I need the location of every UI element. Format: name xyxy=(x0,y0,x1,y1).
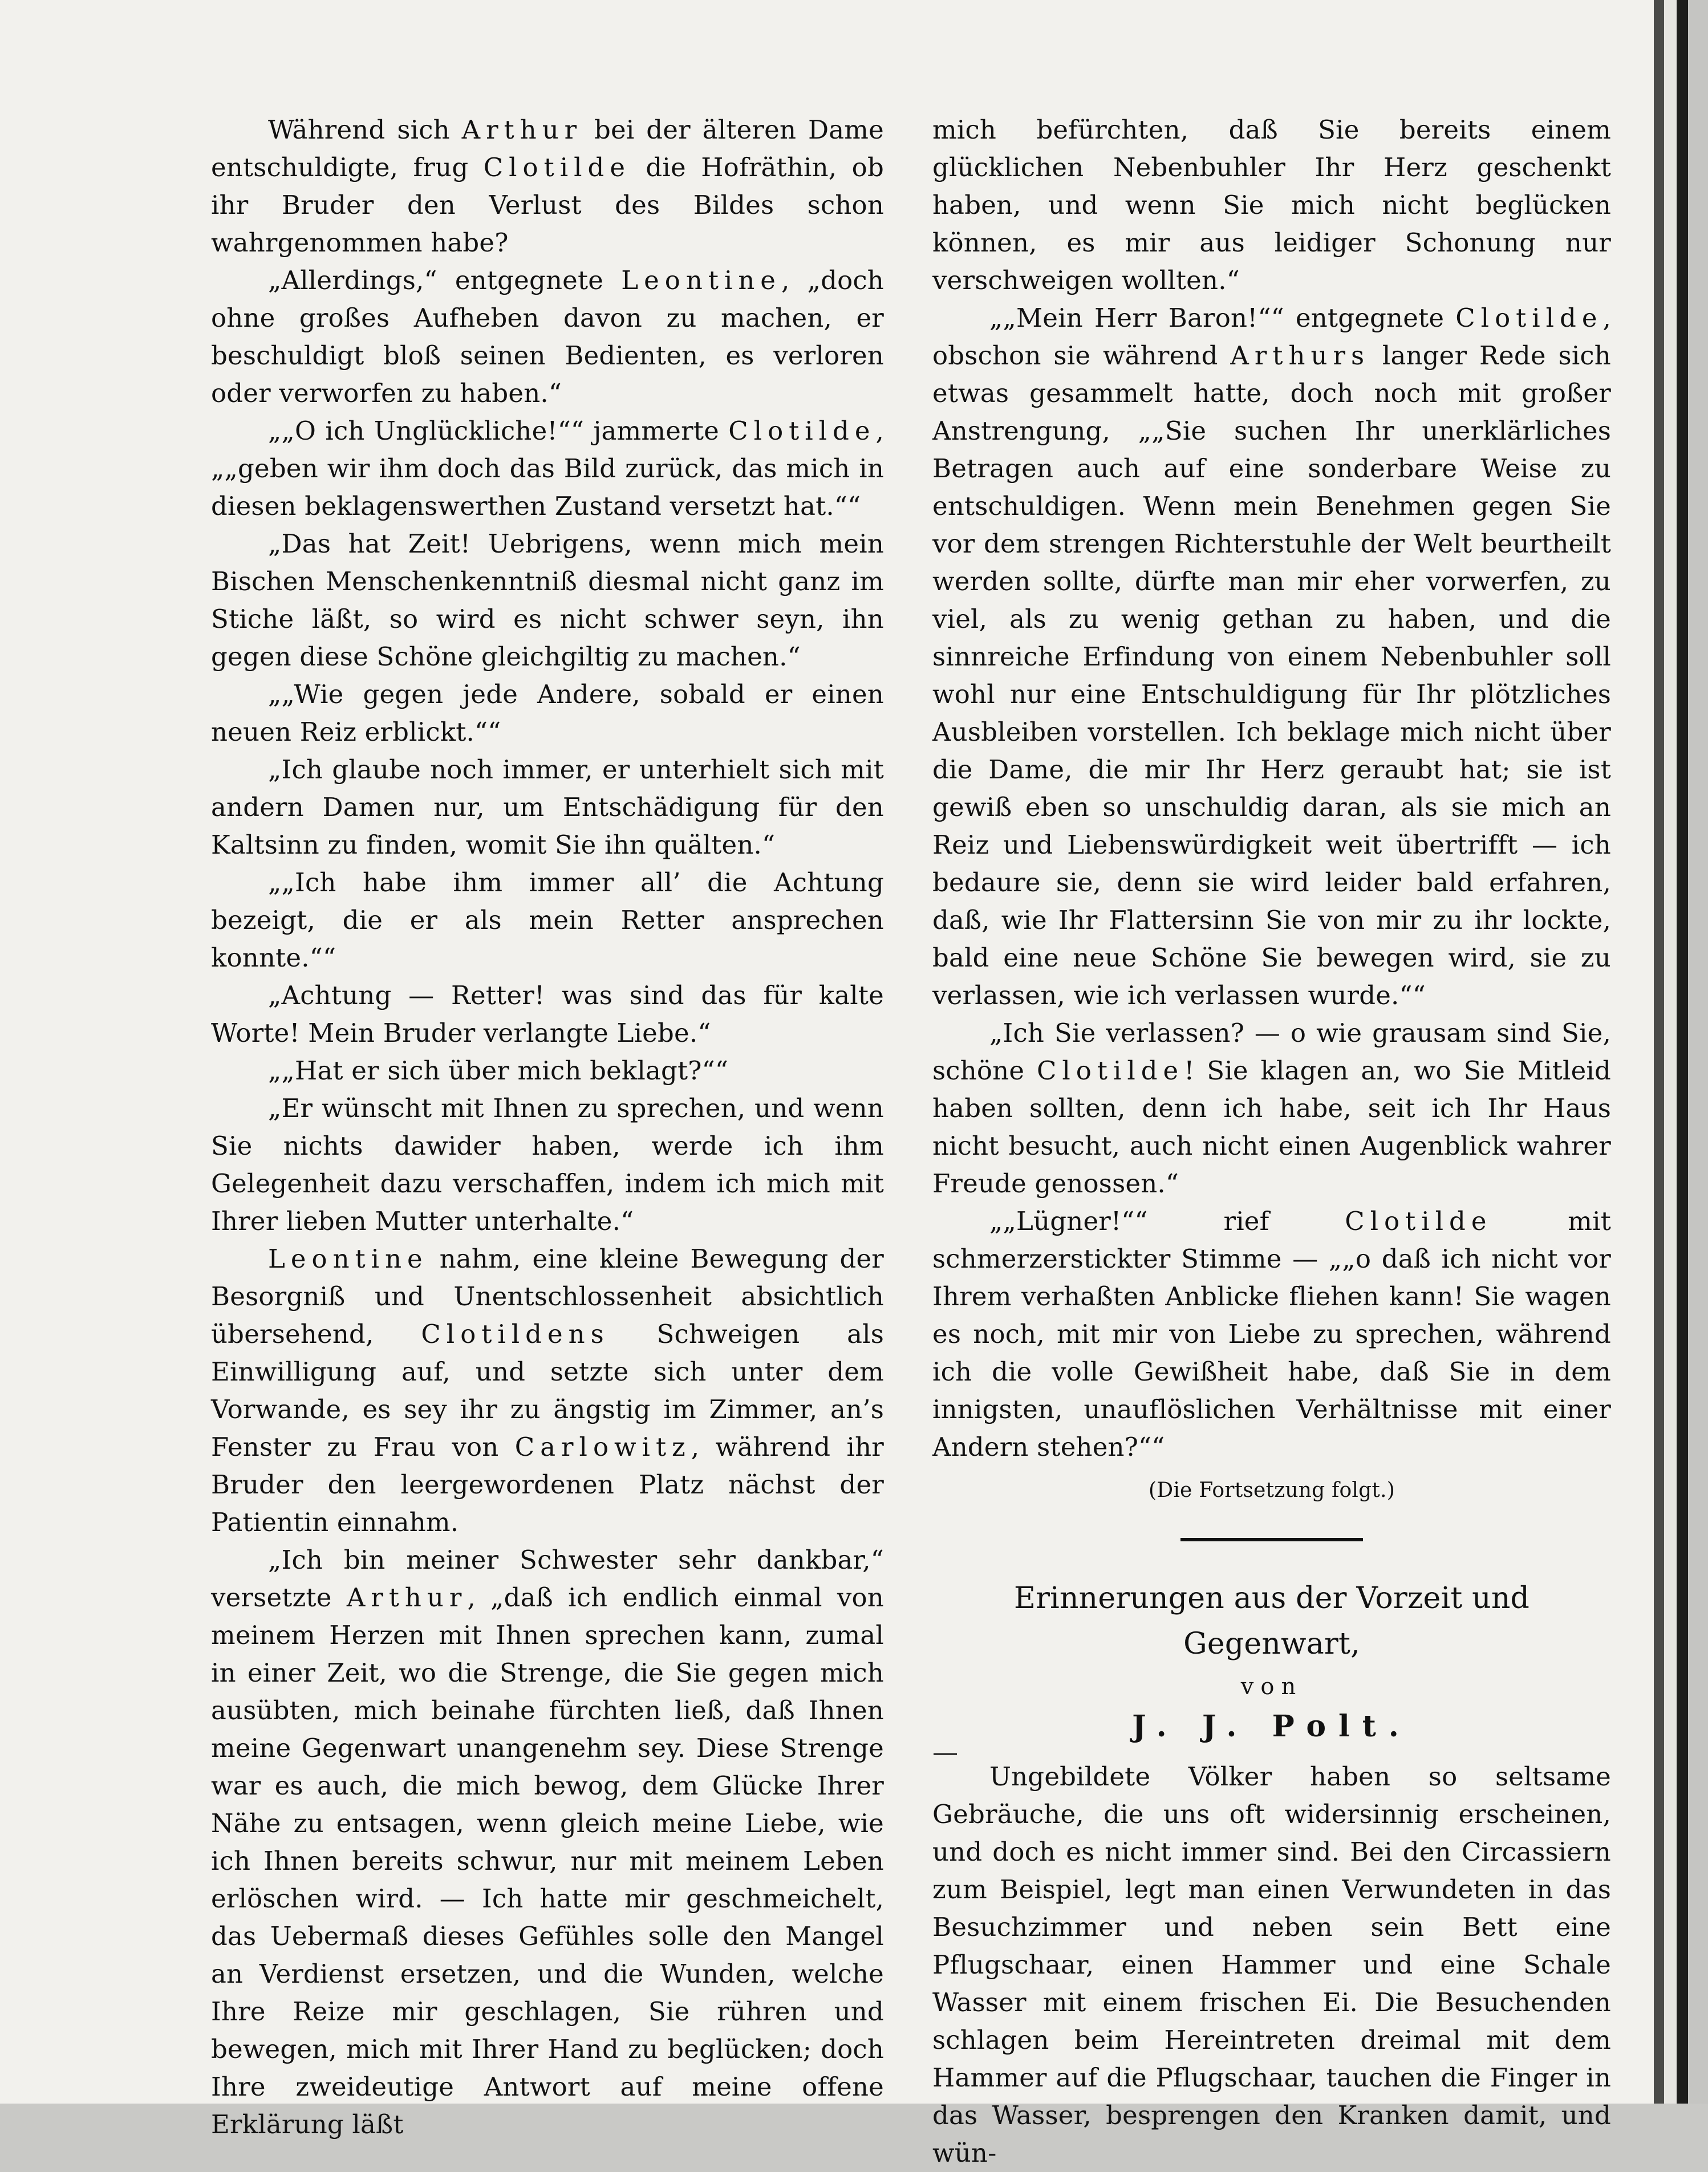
text-run: , „doch ohne großes Aufheben davon zu machen, er beschuldigt bloß seinen Bedienten, es verloren oder verworfen zu haben.“ xyxy=(211,265,884,408)
text-run: „Das hat Zeit! Uebrigens, wenn mich mein Bischen Menschenkenntniß diesmal nicht ganz im Stiche läßt, so wird es nicht schwer seyn, ihn gegen diese Schöne gleichgiltig zu machen.“ xyxy=(211,529,884,672)
paragraph xyxy=(211,412,884,525)
continuation-note: (Die Fortsetzung folgt.) xyxy=(1149,1479,1395,1502)
text-run: „Ich Sie verlassen? — o wie grausam sind Sie, schöne xyxy=(932,1018,1611,1086)
text-run: die Hofräthin, ob ihr Bruder den Verlust des Bildes schon wahrgenommen habe? xyxy=(211,152,884,258)
text-run: bei der älteren Dame entschuldigte, frug xyxy=(211,115,884,182)
spaced-name: Leontine xyxy=(268,1244,428,1274)
paragraph xyxy=(932,1014,1611,1203)
byline-von: von xyxy=(1240,1674,1303,1700)
spaced-name: Clotilde xyxy=(728,416,876,446)
spaced-name: Arthur xyxy=(461,115,583,145)
text-run: ! Sie klagen an, wo Sie Mitleid haben sollten, denn ich habe, seit ich Ihr Haus nicht besucht, auch nicht einen Augenblick wahrer Freude genossen.“ xyxy=(932,1055,1611,1199)
text-run: „„Mein Herr Baron!““ entgegnete xyxy=(989,303,1456,333)
article-author: J. J. Polt. xyxy=(1132,1709,1411,1744)
paragraph xyxy=(211,676,884,751)
paragraph xyxy=(211,864,884,977)
spaced-name: Carlowitz xyxy=(514,1432,691,1462)
article-body xyxy=(932,1758,1611,2172)
paragraph xyxy=(932,111,1611,299)
right-column xyxy=(932,111,1611,2172)
paragraph xyxy=(211,262,884,412)
text-run: Ungebildete Völker haben so seltsame Gebräuche, die uns oft widersinnig erscheinen, und doch es nicht immer sind. Bei den Circassiern zum Beispiel, legt man einen Verwundeten in das Besuchzimmer und neben sein Bett eine Pflugschaar, einen Hammer und eine Schale Wasser mit einem frischen Ei. Die Besuchenden schlagen beim Hereintreten dreimal mit dem Hammer auf die Pflugschaar, tauchen die Finger in das Wasser, besprengen den Kranken damit, und wün- xyxy=(932,1761,1611,2168)
paragraph xyxy=(211,525,884,676)
text-run: „„Wie gegen jede Andere, sobald er einen neuen Reiz erblickt.““ xyxy=(211,679,884,747)
spaced-name: Clotildens xyxy=(421,1319,610,1349)
text-run: , obschon sie während xyxy=(932,303,1611,371)
paragraph xyxy=(932,299,1611,1014)
spaced-name: Clotilde xyxy=(1036,1055,1184,1086)
text-run: nahm, eine kleine Bewegung der Besorgniß und Unentschlossenheit absichtlich übersehend, xyxy=(211,1244,884,1349)
paragraph xyxy=(932,1758,1611,2172)
text-run: Während sich xyxy=(268,115,462,145)
paragraph xyxy=(211,1090,884,1240)
spaced-name: Clotilde xyxy=(1455,303,1603,333)
spaced-name: Clotilde xyxy=(483,152,631,182)
spaced-name: Leontine xyxy=(621,265,781,295)
text-run: „Er wünscht mit Ihnen zu sprechen, und wenn Sie nichts dawider haben, werde ich ihm Gelegenheit dazu verschaffen, indem ich mich mit Ihrer lieben Mutter unterhalte.“ xyxy=(211,1093,884,1236)
text-run: „Allerdings,“ entgegnete xyxy=(268,265,622,295)
text-run: „„Hat er sich über mich beklagt?““ xyxy=(268,1055,729,1086)
text-run: , „daß ich endlich einmal von meinem Herzen mit Ihnen sprechen kann, zumal in einer Zeit, wo die Strenge, die Sie gegen mich ausübten, mich beinahe fürchten ließ, daß Ihnen meine Gegenwart unangenehm sey. Diese Strenge war es auch, die mich bewog, dem Glücke Ihrer Nähe zu entsagen, wenn gleich meine Liebe, wie ich Ihnen bereits schwur, nur mit meinem Leben erlöschen wird. — Ich hatte mir geschmeichelt, das Uebermaß dieses Gefühles solle den Mangel an Verdienst ersetzen, und die Wunden, welche Ihre Reize mir geschlagen, Sie rühren und bewegen, mich mit Ihrer Hand zu beglücken; doch Ihre zweideutige Antwort auf meine offene Erklärung läßt xyxy=(211,1582,884,2139)
paragraph xyxy=(211,751,884,864)
text-run: „„O ich Unglückliche!““ jammerte xyxy=(268,416,729,446)
paragraph xyxy=(211,1052,884,1090)
text-run: „Ich bin meiner Schwester sehr dankbar,“ versetzte xyxy=(211,1545,884,1613)
text-run: , während ihr Bruder den leergewordenen Platz nächst der Patientin einnahm. xyxy=(211,1432,884,1537)
spaced-name: Clotilde xyxy=(1345,1206,1492,1236)
spaced-name: Arthur xyxy=(346,1582,468,1613)
text-run: , „„geben wir ihm doch das Bild zurück, das mich in diesen beklagenswerthen Zustand versetzt hat.““ xyxy=(211,416,884,521)
paragraph xyxy=(211,1541,884,2143)
paragraph xyxy=(211,977,884,1052)
paragraph xyxy=(211,1240,884,1541)
spaced-name: Arthurs xyxy=(1230,340,1370,371)
right-column-story xyxy=(932,111,1611,1466)
text-run: „„Lügner!““ rief xyxy=(989,1206,1345,1236)
text-run: mich befürchten, daß Sie bereits einem glücklichen Nebenbuhler Ihr Herz geschenkt haben, und wenn Sie mich nicht beglücken können, es mir aus leidiger Schonung nur verschweigen wollten.“ xyxy=(932,115,1611,295)
text-run: „Achtung — Retter! was sind das für kalte Worte! Mein Bruder verlangte Liebe.“ xyxy=(211,980,884,1048)
text-run: Schweigen als Einwilligung auf, und setzte sich unter dem Vorwande, es sey ihr zu ängstig im Zimmer, an’s Fenster zu Frau von xyxy=(211,1319,884,1462)
text-run: langer Rede sich etwas gesammelt hatte, doch noch mit großer Anstrengung, „„Sie suchen Ihr unerklärliches Betragen auch auf eine sonderbare Weise zu entschuldigen. Wenn mein Benehmen gegen Sie vor dem strengen Richterstuhle der Welt beurtheilt werden sollte, dürfte man mir eher vorwerfen, zu viel, als zu wenig gethan zu haben, und die sinnreiche Erfindung von einem Nebenbuhler soll wohl nur eine Entschuldigung für Ihr plötzliches Ausbleiben vorstellen. Ich beklage mich nicht über die Dame, die mir Ihr Herz geraubt hat; sie ist gewiß eben so unschuldig daran, als sie mich an Reiz und Liebenswürdigkeit weit übertrifft — ich bedaure sie, denn sie wird leider bald erfahren, daß, wie Ihr Flattersinn Sie von mir zu ihr lockte, bald eine neue Schöne Sie bewegen wird, sie zu verlassen, wie ich verlassen wurde.““ xyxy=(932,340,1611,1010)
article-title: Erinnerungen aus der Vorzeit und Gegenwart, xyxy=(1013,1581,1530,1661)
text-run: „Ich glaube noch immer, er unterhielt sich mit andern Damen nur, um Entschädigung für den Kaltsinn zu finden, womit Sie ihn quälten.“ xyxy=(211,754,884,860)
paragraph xyxy=(211,111,884,262)
section-divider xyxy=(1180,1538,1363,1541)
paragraph xyxy=(932,1203,1611,1466)
left-column xyxy=(211,111,884,2143)
article-dash: — xyxy=(932,1737,959,1767)
text-run: mit schmerzerstickter Stimme — „„o daß ich nicht vor Ihrem verhaßten Anblicke fliehen kann! Sie wagen es noch, mit mir von Liebe zu sprechen, während ich die volle Gewißheit habe, daß Sie in dem innigsten, unauflöslichen Verhältnisse mit einer Andern stehen?““ xyxy=(932,1206,1611,1462)
adjacent-page-edge xyxy=(1654,0,1708,2104)
text-run: „„Ich habe ihm immer all’ die Achtung bezeigt, die er als mein Retter ansprechen konnte.““ xyxy=(211,867,884,973)
